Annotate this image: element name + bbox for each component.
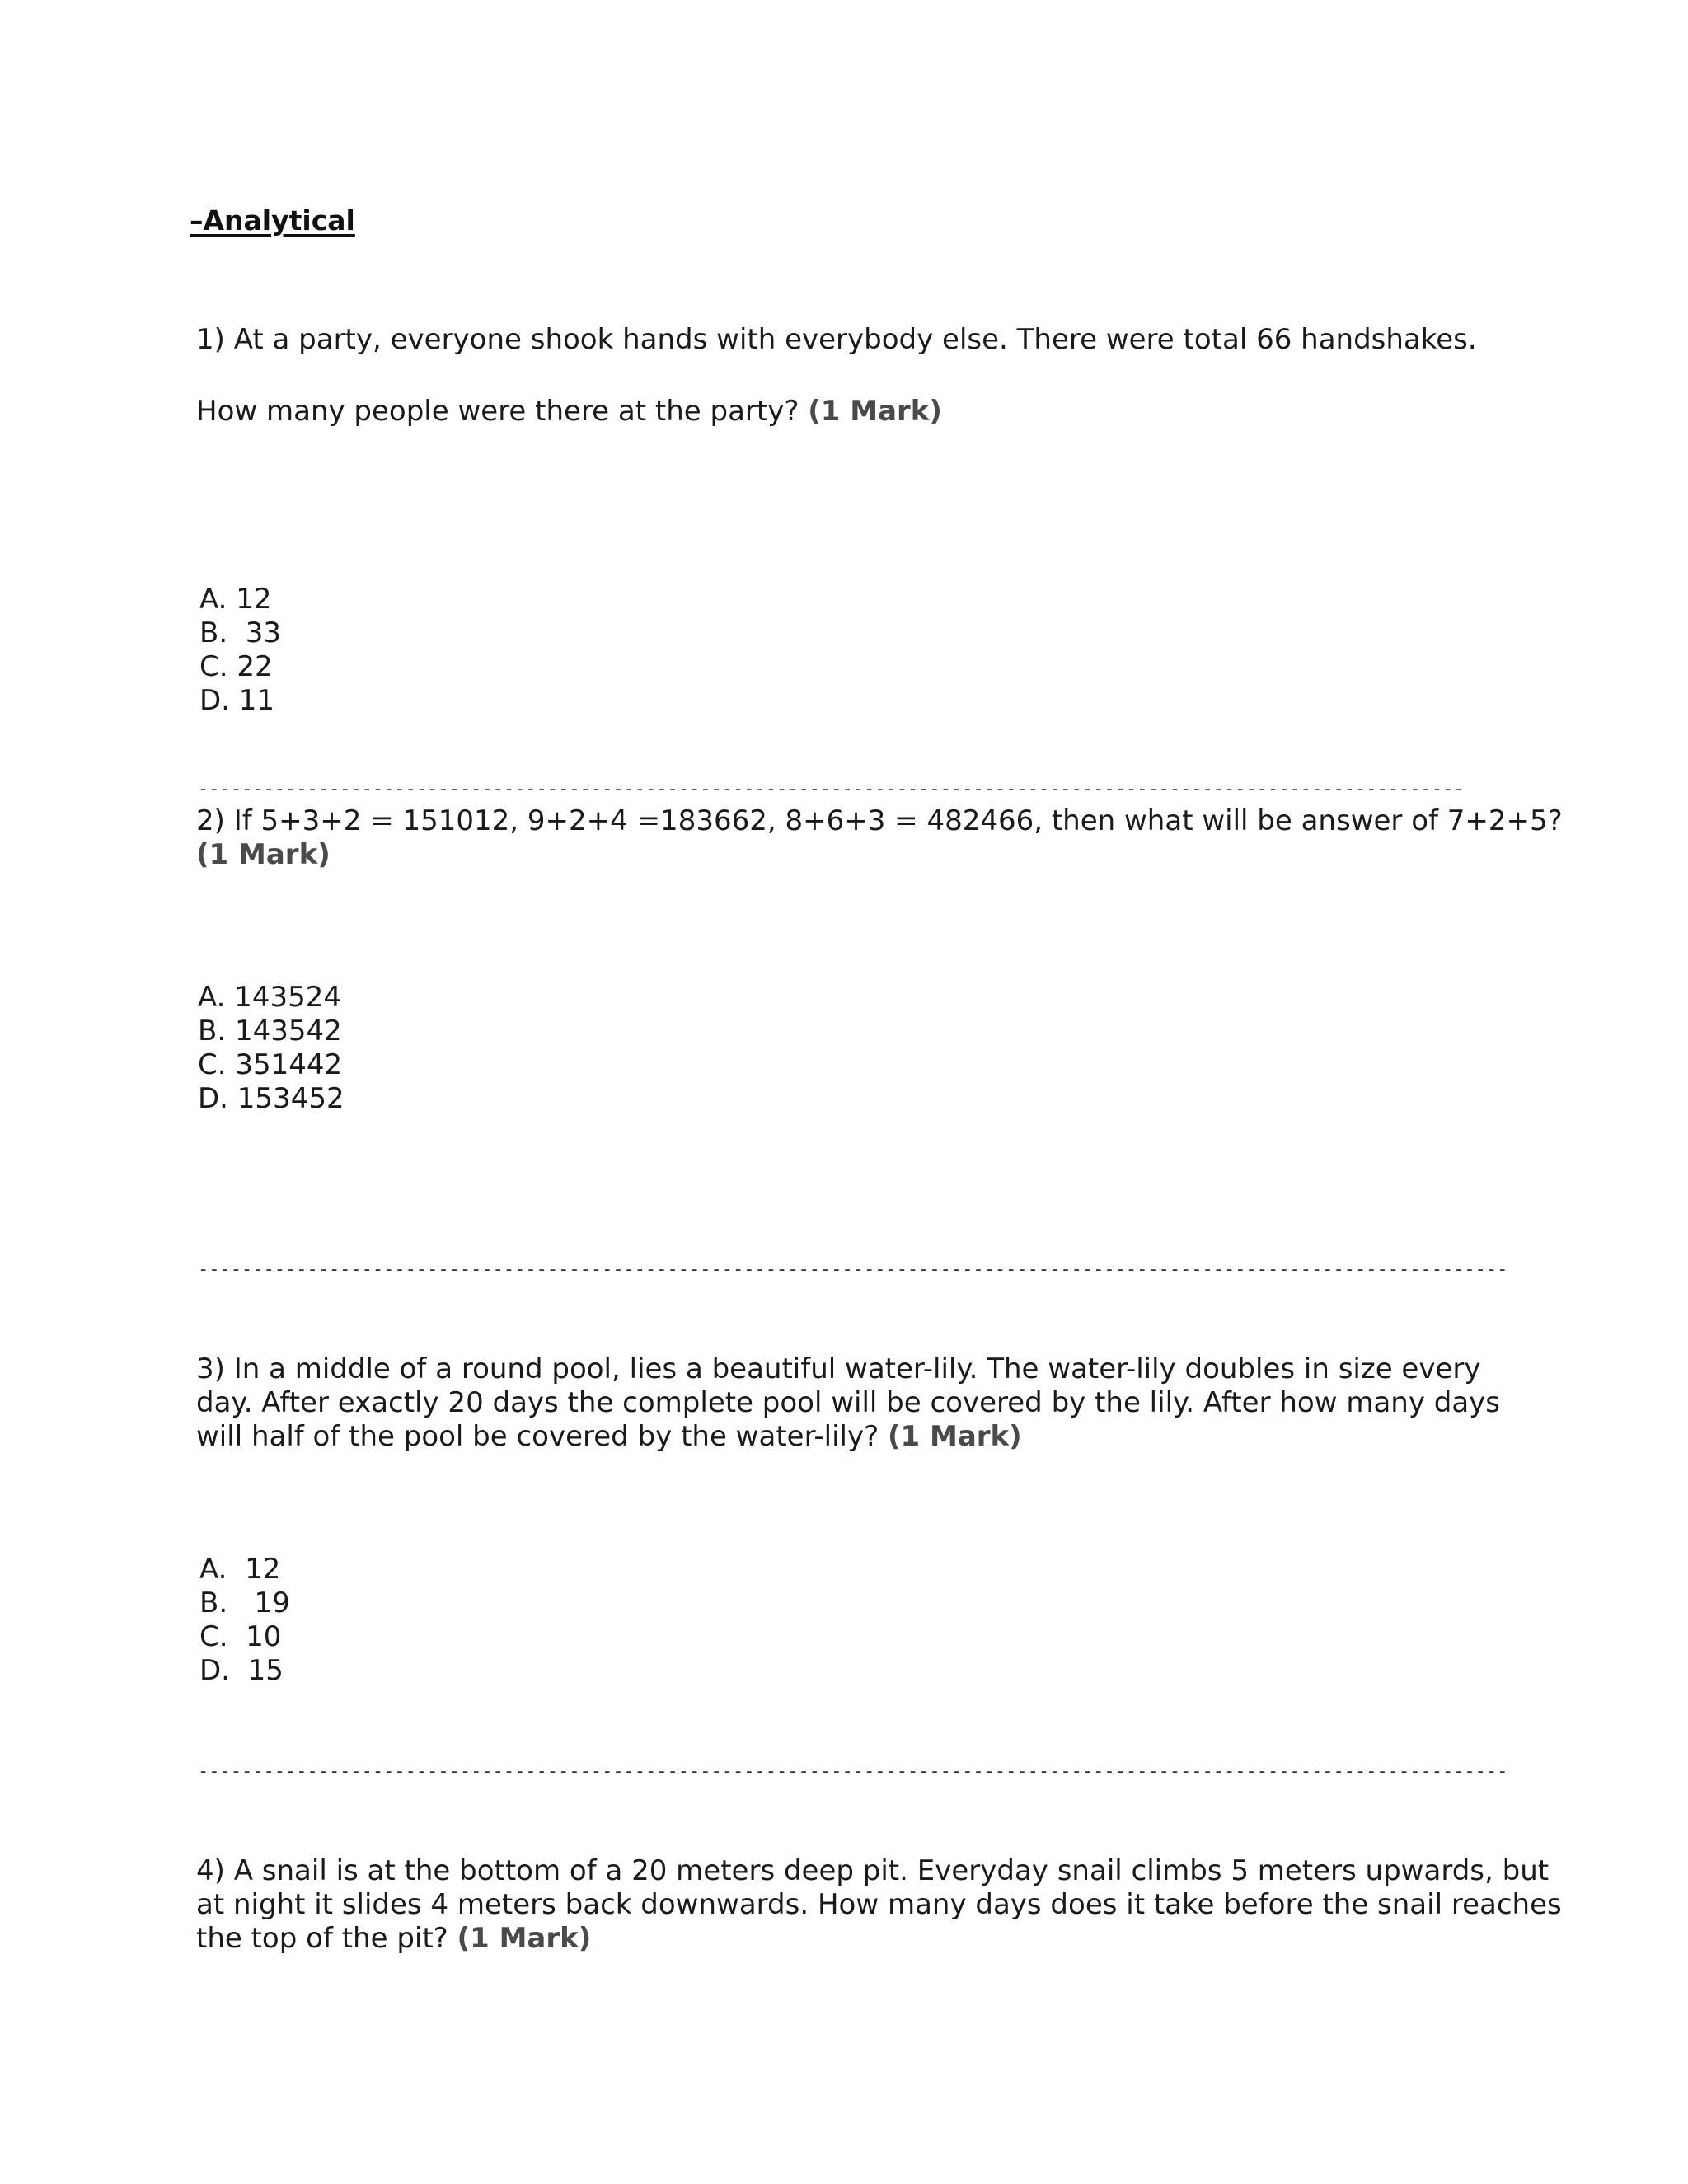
question-1-option-c: C. 22 <box>199 650 273 683</box>
question-1-option-a: A. 12 <box>199 583 272 616</box>
question-3-line-1: 3) In a middle of a round pool, lies a beautiful water-lily. The water-lily doubles in size every <box>196 1352 1481 1385</box>
question-2-mark: (1 Mark) <box>196 838 331 871</box>
question-1-prompt-text: How many people were there at the party? <box>196 395 799 428</box>
question-3-option-d: D. 15 <box>199 1654 284 1687</box>
question-2-option-c: C. 351442 <box>198 1048 343 1081</box>
question-3-line-3 <box>196 1420 1022 1454</box>
separator-3-text: ------------------------------------------------------------------------------------------------------------------------ <box>198 1761 1508 1782</box>
question-2-option-b: B. 143542 <box>198 1015 342 1047</box>
question-4-line-3 <box>196 1922 591 1956</box>
question-1-option-d: D. 11 <box>199 684 275 717</box>
question-1-prompt <box>196 395 942 429</box>
question-2-option-d: D. 153452 <box>198 1082 345 1115</box>
question-3-option-a: A. 12 <box>199 1553 281 1586</box>
section-title: –Analytical <box>190 204 355 237</box>
question-1-text: 1) At a party, everyone shook hands with everybody else. There were total 66 handshakes. <box>196 323 1477 356</box>
question-2-option-a: A. 143524 <box>198 981 342 1014</box>
question-1-option-b: B. 33 <box>199 616 282 649</box>
question-3-option-c: C. 10 <box>199 1620 282 1653</box>
separator-1-text: -------------------------------------------------------------------------------------------------------------------- <box>198 779 1465 799</box>
question-4-line-3-text: the top of the pit? <box>196 1922 448 1955</box>
question-3-line-2: day. After exactly 20 days the complete pool will be covered by the lily. After how many days <box>196 1386 1501 1419</box>
question-1-mark: (1 Mark) <box>808 395 942 428</box>
separator-2-text: ------------------------------------------------------------------------------------------------------------------------ <box>198 1259 1508 1280</box>
question-2-text: 2) If 5+3+2 = 151012, 9+2+4 =183662, 8+6+3 = 482466, then what will be answer of 7+2+5? <box>196 804 1563 837</box>
question-3-mark: (1 Mark) <box>887 1420 1022 1453</box>
question-4-line-2: at night it slides 4 meters back downwards. How many days does it take before the snail reaches <box>196 1888 1562 1921</box>
question-3-option-b: B. 19 <box>199 1586 290 1619</box>
question-4-mark: (1 Mark) <box>457 1922 592 1955</box>
question-4-line-1: 4) A snail is at the bottom of a 20 meters deep pit. Everyday snail climbs 5 meters upwards, but <box>196 1854 1550 1887</box>
question-3-line-3-text: will half of the pool be covered by the water-lily? <box>196 1420 879 1453</box>
